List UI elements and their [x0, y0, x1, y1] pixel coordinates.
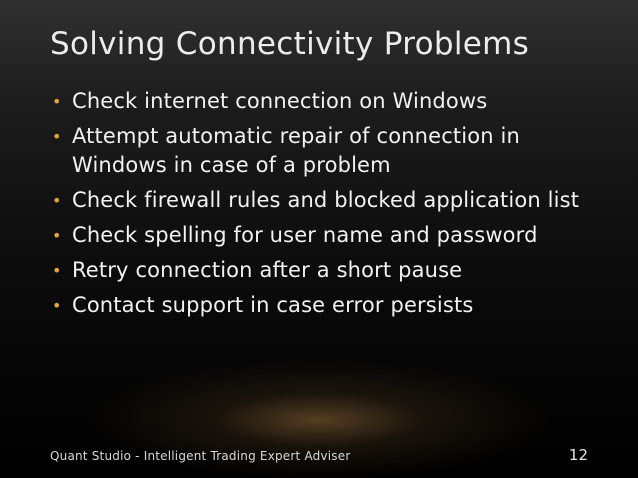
bullet-point-icon: • [52, 92, 62, 111]
bullet-text: Check internet connection on Windows [72, 89, 488, 113]
bullet-list [52, 87, 612, 326]
bullet-point-icon: • [52, 191, 62, 210]
bullet-text: Retry connection after a short pause [72, 258, 463, 282]
slide-title: Solving Connectivity Problems [50, 26, 530, 62]
bullet-point-icon: • [52, 226, 62, 245]
footer-text: Quant Studio - Intelligent Trading Expert Adviser [50, 449, 351, 463]
bullet-item [52, 256, 612, 285]
bullet-text: Contact support in case error persists [72, 293, 474, 317]
bullet-item [52, 87, 612, 116]
page-number: 12 [568, 446, 588, 464]
bullet-item [52, 186, 612, 215]
bullet-point-icon: • [52, 127, 62, 146]
bullet-item [52, 221, 612, 250]
bullet-item [52, 122, 612, 180]
bullet-text: Check spelling for user name and password [72, 223, 538, 247]
bullet-point-icon: • [52, 261, 62, 280]
bullet-item [52, 291, 612, 320]
bullet-text: Check firewall rules and blocked application list [72, 188, 580, 212]
bullet-text: Attempt automatic repair of connection in Windows in case of a problem [72, 124, 520, 177]
bullet-point-icon: • [52, 296, 62, 315]
